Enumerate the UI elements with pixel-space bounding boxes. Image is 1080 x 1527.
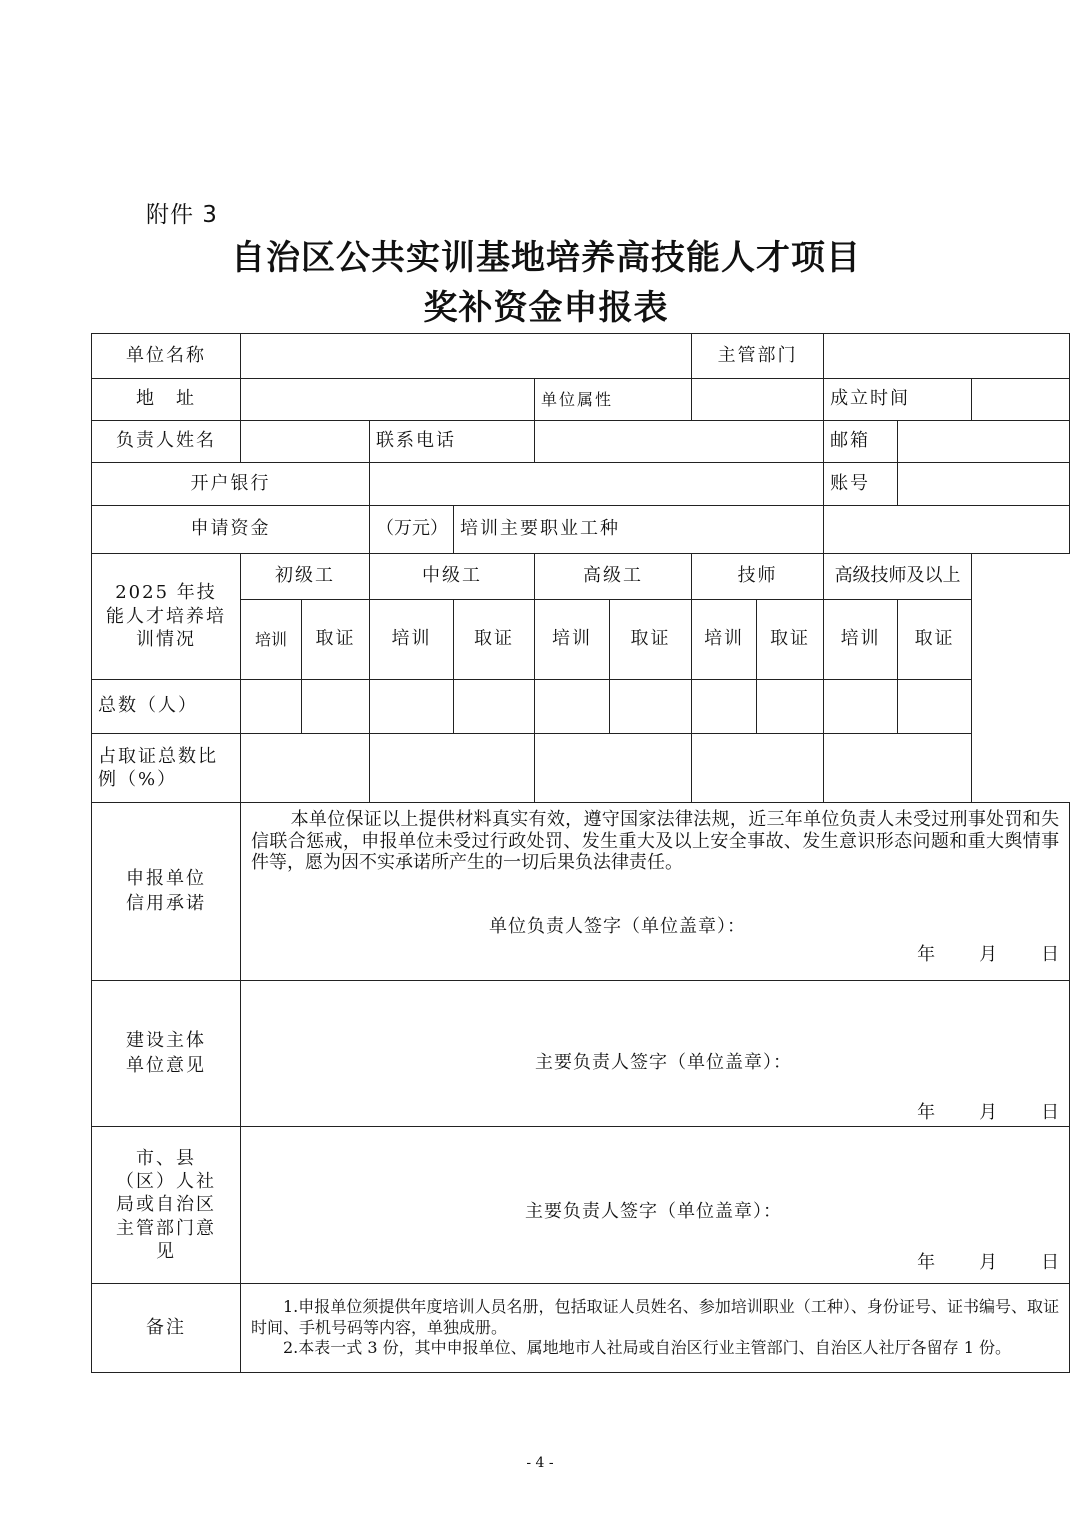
input-total-cell[interactable] bbox=[898, 680, 972, 734]
input-total-cell[interactable] bbox=[302, 680, 370, 734]
header-certify: 取证 bbox=[898, 600, 972, 680]
form-title-line1: 自治区公共实训基地培养高技能人才项目 bbox=[231, 238, 861, 278]
level-technician: 技师 bbox=[692, 554, 824, 600]
label-unit-wan: （万元） bbox=[370, 506, 454, 554]
year-label: 年 bbox=[917, 944, 936, 965]
input-unit-name[interactable] bbox=[241, 334, 692, 379]
year-label: 年 bbox=[917, 1102, 936, 1123]
label-pledge: 申报单位信用承诺 bbox=[92, 803, 241, 981]
city-cell[interactable] bbox=[241, 1127, 1070, 1284]
day-label: 日 bbox=[1041, 1252, 1060, 1273]
input-total-cell[interactable] bbox=[692, 680, 757, 734]
row-bank bbox=[92, 463, 1070, 506]
attachment-label: 附件 3 bbox=[146, 202, 218, 228]
input-account[interactable] bbox=[898, 463, 1070, 506]
header-train: 培训 bbox=[535, 600, 610, 680]
input-ratio-cell[interactable] bbox=[692, 734, 824, 803]
construct-cell[interactable] bbox=[241, 981, 1070, 1127]
label-address: 地 址 bbox=[92, 379, 241, 421]
month-label: 月 bbox=[979, 1102, 998, 1123]
input-phone[interactable] bbox=[535, 421, 824, 463]
level-intermediate: 中级工 bbox=[370, 554, 535, 600]
note-1: 1.申报单位须提供年度培训人员名册，包括取证人员姓名、参加培训职业（工种）、身份证号、证书编号、取证时间、手机号码等内容，单独成册。 bbox=[251, 1296, 1060, 1337]
label-main-occupation: 培训主要职业工种 bbox=[454, 506, 824, 554]
input-bank[interactable] bbox=[370, 463, 824, 506]
header-train: 培训 bbox=[824, 600, 898, 680]
pledge-text: 本单位保证以上提供材料真实有效，遵守国家法律法规，近三年单位负责人未受过刑事处罚和失信联合惩戒，申报单位未受过行政处罚、发生重大及以上安全事故、发生意识形态问题和重大舆情事件等，愿为因不实承诺所产生的一切后果负法律责任。 bbox=[251, 809, 1060, 874]
construct-sign-label: 主要负责人签字（单位盖章）： bbox=[535, 1052, 792, 1073]
input-total-cell[interactable] bbox=[454, 680, 535, 734]
label-training-situation: 2025 年技能人才培养培训情况 bbox=[92, 554, 241, 680]
row-unit-name bbox=[92, 334, 1070, 379]
header-train: 培训 bbox=[692, 600, 757, 680]
label-construct: 建设主体单位意见 bbox=[92, 981, 241, 1127]
input-address[interactable] bbox=[241, 379, 535, 421]
row-city bbox=[92, 1127, 1070, 1284]
input-total-cell[interactable] bbox=[370, 680, 454, 734]
input-total-cell[interactable] bbox=[535, 680, 610, 734]
level-senior: 高级工 bbox=[535, 554, 692, 600]
input-total-cell[interactable] bbox=[610, 680, 692, 734]
input-person-in-charge[interactable] bbox=[241, 421, 370, 463]
notes-cell bbox=[241, 1284, 1070, 1373]
header-train: 培训 bbox=[370, 600, 454, 680]
header-certify: 取证 bbox=[302, 600, 370, 680]
row-address bbox=[92, 379, 1070, 421]
page-number: - 4 - bbox=[526, 1455, 554, 1471]
level-senior-technician: 高级技师及以上 bbox=[824, 554, 972, 600]
input-ratio-cell[interactable] bbox=[824, 734, 972, 803]
label-city: 市、县（区）人社局或自治区主管部门意见 bbox=[92, 1127, 241, 1284]
pledge-date bbox=[917, 943, 1059, 967]
row-levels bbox=[92, 554, 1070, 600]
application-form-table bbox=[91, 333, 1070, 1373]
row-total bbox=[92, 680, 1070, 734]
input-total-cell[interactable] bbox=[824, 680, 898, 734]
row-apply-funds bbox=[92, 506, 1070, 554]
input-ratio-cell[interactable] bbox=[535, 734, 692, 803]
input-main-occupation[interactable] bbox=[824, 506, 1070, 554]
city-sign-label: 主要负责人签字（单位盖章）： bbox=[525, 1201, 782, 1222]
label-bank: 开户银行 bbox=[92, 463, 370, 506]
label-unit-type: 单位属性 bbox=[535, 379, 692, 421]
label-email: 邮箱 bbox=[824, 421, 898, 463]
label-person-in-charge: 负责人姓名 bbox=[92, 421, 241, 463]
label-account: 账号 bbox=[824, 463, 898, 506]
label-unit-name: 单位名称 bbox=[92, 334, 241, 379]
year-label: 年 bbox=[917, 1252, 936, 1273]
label-ratio: 占取证总数比例（%） bbox=[92, 734, 241, 803]
note-2: 2.本表一式 3 份，其中申报单位、属地地市人社局或自治区行业主管部门、自治区人社厅各留存 1 份。 bbox=[283, 1338, 1011, 1358]
pledge-sign-label: 单位负责人签字（单位盖章）： bbox=[489, 916, 746, 937]
input-total-cell[interactable] bbox=[757, 680, 824, 734]
input-ratio-cell[interactable] bbox=[370, 734, 535, 803]
label-notes: 备注 bbox=[92, 1284, 241, 1373]
day-label: 日 bbox=[1041, 1102, 1060, 1123]
level-junior: 初级工 bbox=[241, 554, 370, 600]
row-ratio bbox=[92, 734, 1070, 803]
row-notes bbox=[92, 1284, 1070, 1373]
input-ratio-cell[interactable] bbox=[241, 734, 370, 803]
label-apply-funds: 申请资金 bbox=[92, 506, 370, 554]
form-title-line2: 奖补资金申报表 bbox=[423, 288, 669, 328]
row-pledge bbox=[92, 803, 1070, 981]
label-supervisor-dept: 主管部门 bbox=[692, 334, 824, 379]
label-founded: 成立时间 bbox=[824, 379, 972, 421]
input-unit-type[interactable] bbox=[692, 379, 824, 421]
header-certify: 取证 bbox=[757, 600, 824, 680]
header-train: 培训 bbox=[241, 600, 302, 680]
row-person bbox=[92, 421, 1070, 463]
city-date bbox=[917, 1251, 1059, 1275]
day-label: 日 bbox=[1041, 944, 1060, 965]
input-email[interactable] bbox=[898, 421, 1070, 463]
header-certify: 取证 bbox=[610, 600, 692, 680]
input-supervisor-dept[interactable] bbox=[824, 334, 1070, 379]
row-construct bbox=[92, 981, 1070, 1127]
input-founded[interactable] bbox=[972, 379, 1070, 421]
label-total-count: 总数（人） bbox=[92, 680, 241, 734]
month-label: 月 bbox=[979, 944, 998, 965]
construct-date bbox=[917, 1101, 1059, 1125]
header-certify: 取证 bbox=[454, 600, 535, 680]
input-total-cell[interactable] bbox=[241, 680, 302, 734]
pledge-cell[interactable] bbox=[241, 803, 1070, 981]
label-phone: 联系电话 bbox=[370, 421, 535, 463]
month-label: 月 bbox=[979, 1252, 998, 1273]
